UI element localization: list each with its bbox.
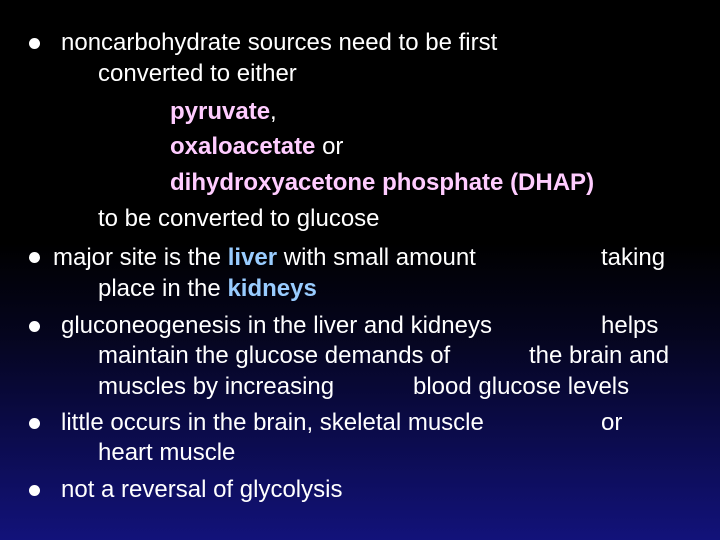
bullet-3-line-3 <box>98 372 334 402</box>
bullet-3-line2b: the brain and <box>529 342 670 369</box>
dhap-term: dihydroxyacetone phosphate (DHAP) <box>170 169 595 196</box>
bullet-3-line1a: gluconeogenesis in the liver and kidneys <box>61 312 492 339</box>
bullet-2-line2a: place in the <box>98 275 221 302</box>
dhap-line <box>170 168 594 198</box>
bullet-3-line-2b <box>529 341 669 371</box>
bullet-1-end-text: to be converted to glucose <box>98 205 380 232</box>
bullet-1-line-2 <box>98 59 297 89</box>
bullet-4-dot <box>29 418 40 429</box>
bullet-3-line-2 <box>98 341 450 371</box>
bullet-2-part2: with small amount <box>283 244 476 271</box>
bullet-2-part1: major site is the <box>53 244 222 271</box>
bullet-1-continuation: converted to either <box>98 60 297 87</box>
bullet-1-dot <box>29 38 40 49</box>
bullet-3-line-3b <box>413 372 629 402</box>
bullet-4-line-1 <box>61 408 484 438</box>
bullet-1-text: noncarbohydrate sources need to be first <box>61 29 498 56</box>
bullet-5-text: not a reversal of glycolysis <box>61 476 343 503</box>
bullet-1-line-1 <box>61 28 497 58</box>
kidneys-term: kidneys <box>227 275 317 302</box>
bullet-3-line2: maintain the glucose demands of <box>98 342 451 369</box>
bullet-5-line-1 <box>61 475 342 505</box>
bullet-2-line-1b <box>601 243 665 273</box>
liver-term: liver <box>227 244 278 271</box>
bullet-4-line1a: little occurs in the brain, skeletal muscle <box>61 409 484 436</box>
bullet-1-line-end <box>98 204 380 234</box>
bullet-3-line1b: helps <box>601 312 659 339</box>
bullet-3-line3a: muscles by increasing <box>98 373 335 400</box>
bullet-2-part3: taking <box>601 244 666 271</box>
bullet-2-line-1 <box>53 243 476 273</box>
bullet-4-line-2 <box>98 438 235 468</box>
bullet-2-line-2 <box>98 274 317 304</box>
bullet-3-line-1b <box>601 311 658 341</box>
pyruvate-term: pyruvate <box>170 98 271 125</box>
bullet-4-line2: heart muscle <box>98 439 236 466</box>
oxaloacetate-term: oxaloacetate <box>170 133 316 160</box>
bullet-4-line-1b <box>601 408 622 438</box>
pyruvate-line <box>170 97 277 127</box>
bullet-4-line1b: or <box>601 409 623 436</box>
oxaloacetate-or: or <box>322 133 344 160</box>
bullet-3-line3b: blood glucose levels <box>413 373 630 400</box>
pyruvate-comma: , <box>270 98 277 125</box>
oxaloacetate-line <box>170 132 343 162</box>
bullet-3-line-1 <box>61 311 492 341</box>
bullet-3-dot <box>29 321 40 332</box>
bullet-2-dot <box>29 252 40 263</box>
bullet-5-dot <box>29 485 40 496</box>
